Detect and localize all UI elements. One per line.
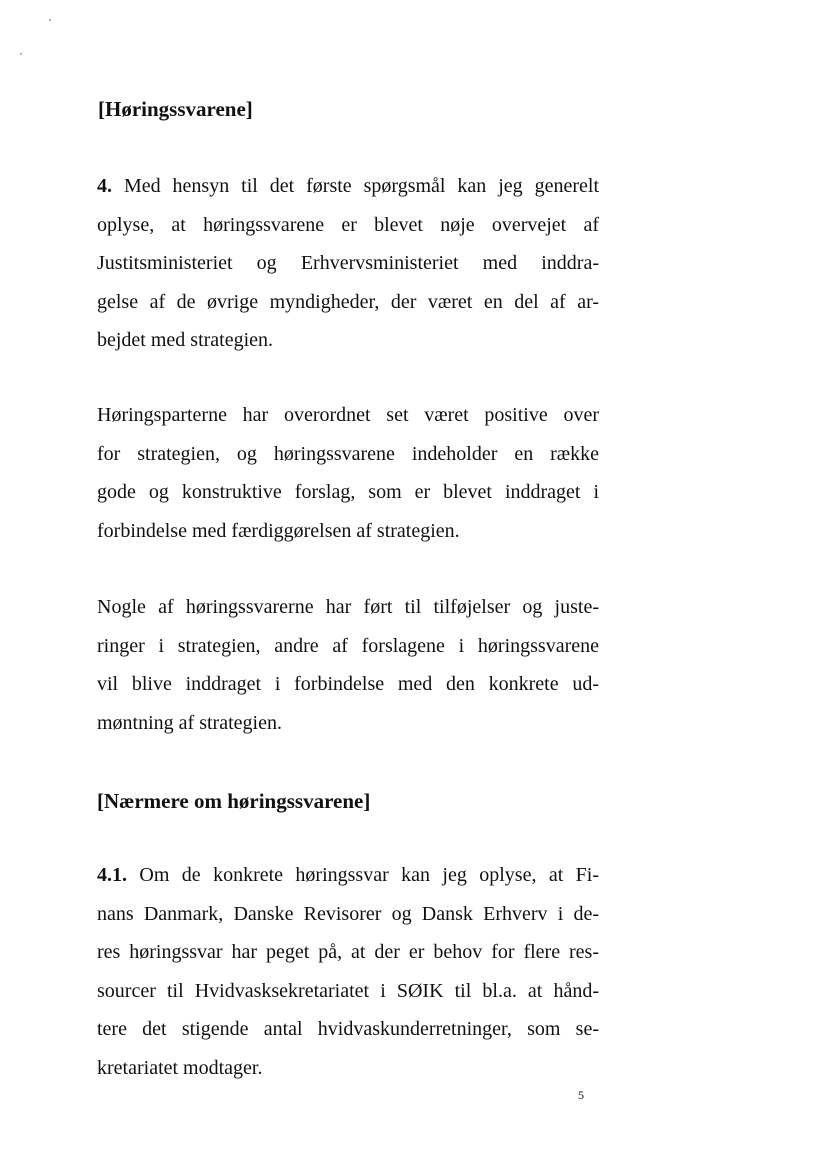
paragraph-line: gode og konstruktive forslag, som er blevet inddraget i: [97, 481, 599, 503]
page-number: 5: [578, 1088, 584, 1102]
paragraph-line: Høringsparterne har overordnet set været positive over: [97, 404, 599, 426]
paragraph-line: ringer i strategien, andre af forslagene i høringssvarene: [97, 634, 599, 657]
paragraph-number: 4.: [97, 175, 112, 197]
paragraph-nogle-af: [97, 588, 599, 742]
paragraph-line: sourcer til Hvidvasksekretariatet i SØIK til bl.a. at hånd-: [97, 979, 599, 1002]
paragraph-line: tere det stigende antal hvidvaskunderretninger, som se-: [97, 1018, 599, 1040]
section-heading-naermere: [Nærmere om høringssvarene]: [97, 789, 371, 813]
paragraph-line: oplyse, at høringssvarene er blevet nøje overvejet af: [97, 213, 599, 236]
paragraph-line: forbindelse med færdiggørelsen af strategien.: [97, 519, 460, 542]
paragraph-line: vil blive inddraget i forbindelse med den konkrete ud-: [97, 673, 599, 695]
scan-speck: [49, 19, 51, 21]
paragraph-line: 4. Med hensyn til det første spørgsmål kan jeg generelt: [97, 175, 600, 197]
paragraph-line: bejdet med strategien.: [97, 329, 274, 351]
section-heading-horingssvarene: [Høringssvarene]: [98, 97, 253, 121]
paragraph-line: nans Danmark, Danske Revisorer og Dansk Erhverv i de-: [97, 902, 599, 925]
paragraph-number: 4.1.: [97, 864, 127, 886]
paragraph-line: res høringssvar har peget på, at der er behov for flere res-: [97, 941, 599, 963]
scan-speck: [20, 53, 22, 55]
paragraph-4: [97, 167, 599, 360]
paragraph-4-1: [97, 856, 599, 1087]
paragraph-line: Nogle af høringssvarerne har ført til tilføjelser og juste-: [97, 596, 599, 618]
paragraph-line: møntning af strategien.: [97, 711, 282, 734]
paragraph-line: gelse af de øvrige myndigheder, der været en del af ar-: [97, 290, 599, 313]
paragraph-line: for strategien, og høringssvarene indeholder en række: [97, 442, 599, 465]
paragraph-line: Justitsministeriet og Erhvervsministeriet med inddra-: [97, 252, 599, 274]
paragraph-line: kretariatet modtager.: [97, 1056, 263, 1079]
paragraph-horingsparterne: [97, 396, 599, 550]
paragraph-line: 4.1. Om de konkrete høringssvar kan jeg oplyse, at Fi-: [97, 864, 600, 886]
